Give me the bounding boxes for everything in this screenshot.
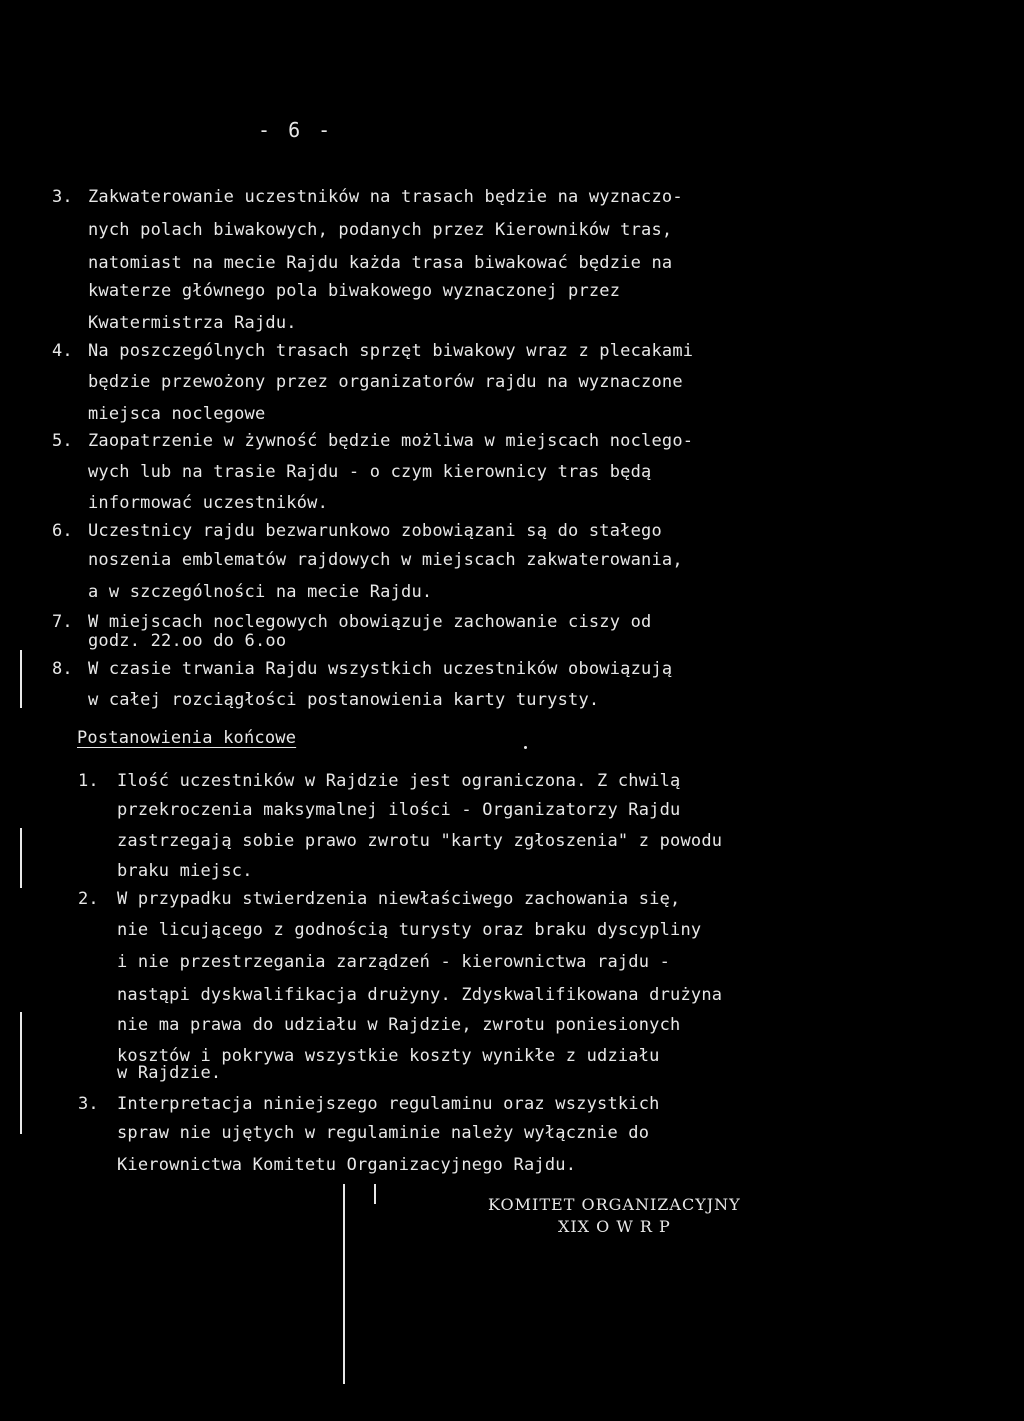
item-line: Kierownictwa Komitetu Organizacyjnego Rajdu.: [117, 1155, 577, 1175]
item-line: zastrzegają sobie prawo zwrotu "karty zgłoszenia" z powodu: [117, 831, 723, 851]
item-number: 3.: [52, 187, 73, 207]
margin-mark: [343, 1184, 345, 1384]
item-line: będzie przewożony przez organizatorów rajdu na wyznaczone: [88, 372, 683, 392]
item-line: godz. 22.oo do 6.oo: [88, 631, 287, 651]
item-line: przekroczenia maksymalnej ilości - Organizatorzy Rajdu: [117, 800, 681, 820]
item-line: a w szczególności na mecie Rajdu.: [88, 582, 433, 602]
item-line: wych lub na trasie Rajdu - o czym kierownicy tras będą: [88, 462, 652, 482]
item-number: 5.: [52, 431, 73, 451]
item-number: 1.: [78, 771, 99, 791]
item-line: nych polach biwakowych, podanych przez Kierowników tras,: [88, 220, 673, 240]
item-line: Kwatermistrza Rajdu.: [88, 313, 297, 333]
margin-mark: [20, 828, 22, 888]
item-number: 3.: [78, 1094, 99, 1114]
item-line: spraw nie ujętych w regulaminie należy wyłącznie do: [117, 1123, 650, 1143]
item-line: Na poszczególnych trasach sprzęt biwakowy wraz z plecakami: [88, 341, 694, 361]
item-line: kosztów i pokrywa wszystkie koszty wynikłe z udziału: [117, 1046, 660, 1066]
page-number: - 6 -: [258, 118, 334, 142]
item-number: 2.: [78, 889, 99, 909]
item-line: natomiast na mecie Rajdu każda trasa biwakować będzie na: [88, 253, 673, 273]
item-line: w Rajdzie.: [117, 1063, 222, 1083]
item-line: Zakwaterowanie uczestników na trasach będzie na wyznaczo-: [88, 187, 683, 207]
item-line: braku miejsc.: [117, 861, 253, 881]
item-line: miejsca noclegowe: [88, 404, 266, 424]
item-line: Ilość uczestników w Rajdzie jest ograniczona. Z chwilą: [117, 771, 681, 791]
item-line: noszenia emblematów rajdowych w miejscach zakwaterowania,: [88, 550, 683, 570]
item-line: Zaopatrzenie w żywność będzie możliwa w miejscach noclego-: [88, 431, 694, 451]
margin-mark: [20, 1012, 22, 1134]
item-number: 4.: [52, 341, 73, 361]
final-provisions-heading: Postanowienia końcowe: [77, 728, 297, 748]
item-line: Uczestnicy rajdu bezwarunkowo zobowiązani są do stałego: [88, 521, 662, 541]
margin-mark: [20, 650, 22, 708]
item-line: i nie przestrzegania zarządzeń - kierownictwa rajdu -: [117, 952, 671, 972]
item-number: 8.: [52, 659, 73, 679]
item-line: W miejscach noclegowych obowiązuje zachowanie ciszy od: [88, 612, 652, 632]
ink-speck: [524, 746, 527, 749]
item-number: 6.: [52, 521, 73, 541]
signature-committee: KOMITET ORGANIZACYJNY: [488, 1195, 741, 1214]
item-line: kwaterze głównego pola biwakowego wyznaczonej przez: [88, 281, 621, 301]
signature-block: [488, 1194, 741, 1238]
item-line: W przypadku stwierdzenia niewłaściwego zachowania się,: [117, 889, 681, 909]
item-line: Interpretacja niniejszego regulaminu oraz wszystkich: [117, 1094, 660, 1114]
item-line: w całej rozciągłości postanowienia karty turysty.: [88, 690, 600, 710]
item-line: W czasie trwania Rajdu wszystkich uczestników obowiązują: [88, 659, 673, 679]
item-number: 7.: [52, 612, 73, 632]
item-line: nastąpi dyskwalifikacja drużyny. Zdyskwalifikowana drużyna: [117, 985, 723, 1005]
item-line: nie ma prawa do udziału w Rajdzie, zwrotu poniesionych: [117, 1015, 681, 1035]
item-line: informować uczestników.: [88, 493, 329, 513]
item-line: nie licującego z godnością turysty oraz braku dyscypliny: [117, 920, 702, 940]
margin-mark: [374, 1184, 376, 1204]
signature-event: XIX O W R P: [557, 1217, 671, 1236]
